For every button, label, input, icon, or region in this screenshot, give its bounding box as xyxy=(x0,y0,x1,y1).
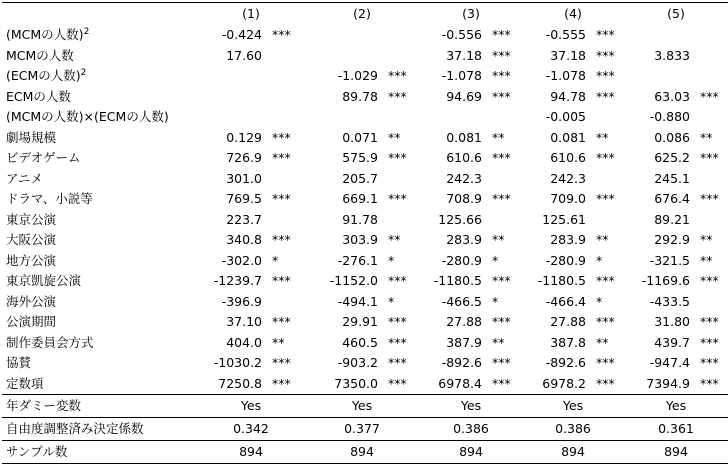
significance-stars: *** xyxy=(700,150,719,165)
variable-label xyxy=(2,353,198,374)
coefficient-value: 769.5 xyxy=(226,191,262,206)
coefficient-value: 303.9 xyxy=(342,232,378,247)
significance-stars: ** xyxy=(700,232,713,247)
significance-stars: * xyxy=(596,252,603,268)
variable-label-text: ドラマ、小説等 xyxy=(6,191,93,206)
coefficient-row xyxy=(2,25,728,46)
coefficient-row xyxy=(2,46,728,67)
significance-stars: ** xyxy=(272,334,285,350)
coefficient-value: -1169.6 xyxy=(641,273,690,288)
significance-stars xyxy=(692,66,728,87)
coefficient-row xyxy=(2,292,728,313)
significance-stars xyxy=(484,169,522,190)
coefficient-value: -433.5 xyxy=(649,293,690,309)
significance-stars: *** xyxy=(596,47,615,63)
significance-stars: ** xyxy=(492,129,505,145)
significance-stars: *** xyxy=(700,273,719,288)
summary-value: Yes xyxy=(198,395,304,418)
coefficient-value: 31.80 xyxy=(654,314,690,329)
summary-label: 自由度調整済み決定係数 xyxy=(2,418,198,441)
significance-stars xyxy=(692,46,728,67)
coefficient-value xyxy=(304,46,380,67)
coefficient-value: -1239.7 xyxy=(213,273,262,288)
coefficient-value: -1152.0 xyxy=(329,273,378,288)
coefficient-value: 610.6 xyxy=(446,150,482,165)
variable-label xyxy=(2,333,198,354)
significance-stars: *** xyxy=(700,88,719,104)
variable-label xyxy=(2,189,198,210)
regression-table-container xyxy=(2,2,719,464)
variable-label xyxy=(2,292,198,313)
coefficient-value: 708.9 xyxy=(446,191,482,206)
significance-stars: ** xyxy=(700,252,713,268)
summary-label: 年ダミー変数 xyxy=(2,395,198,418)
significance-stars: *** xyxy=(596,88,615,104)
significance-stars: *** xyxy=(700,375,719,391)
significance-stars xyxy=(692,292,728,313)
summary-value: Yes xyxy=(420,395,522,418)
coefficient-value: -1180.5 xyxy=(537,273,586,288)
coefficient-value: -892.6 xyxy=(545,355,586,370)
variable-label-text: 劇場規模 xyxy=(6,129,57,145)
coefficient-value: 387.9 xyxy=(446,334,482,350)
coefficient-value: -1.029 xyxy=(337,68,378,83)
coefficient-value xyxy=(420,107,484,128)
significance-stars: *** xyxy=(492,68,511,83)
coefficient-value: 676.4 xyxy=(654,191,690,206)
summary-row xyxy=(2,441,728,464)
significance-stars: *** xyxy=(492,355,511,370)
significance-stars: *** xyxy=(492,47,511,63)
significance-stars xyxy=(380,46,420,67)
regression-results-table xyxy=(2,2,728,464)
coefficient-value: -1180.5 xyxy=(433,273,482,288)
coefficient-value: 242.3 xyxy=(446,170,482,186)
coefficient-value: 0.081 xyxy=(550,129,586,145)
variable-label xyxy=(2,374,198,395)
significance-stars xyxy=(380,169,420,190)
significance-stars: ** xyxy=(700,129,713,145)
significance-stars xyxy=(264,66,304,87)
significance-stars: *** xyxy=(272,314,291,329)
variable-label xyxy=(2,271,198,292)
coefficient-value: -1.078 xyxy=(545,68,586,83)
variable-label xyxy=(2,230,198,251)
coefficient-value: 37.10 xyxy=(226,314,262,329)
coefficient-value: -466.4 xyxy=(545,293,586,309)
significance-stars: *** xyxy=(596,314,615,329)
coefficient-value: 340.8 xyxy=(226,232,262,247)
significance-stars: * xyxy=(492,293,499,309)
coefficient-value: 63.03 xyxy=(654,88,690,104)
significance-stars: *** xyxy=(492,273,511,288)
coefficient-value: -0.555 xyxy=(545,27,586,42)
coefficient-value: 91.78 xyxy=(342,211,378,227)
coefficient-value: -892.6 xyxy=(441,355,482,370)
significance-stars: *** xyxy=(492,150,511,165)
significance-stars xyxy=(588,169,624,190)
variable-label xyxy=(2,128,198,149)
significance-stars xyxy=(264,87,304,108)
significance-stars: *** xyxy=(596,191,615,206)
variable-label-text: 協賛 xyxy=(6,355,32,370)
summary-value: 0.361 xyxy=(624,418,728,441)
significance-stars xyxy=(264,292,304,313)
coefficient-row xyxy=(2,169,728,190)
summary-value: 0.342 xyxy=(198,418,304,441)
coefficient-value: 94.78 xyxy=(550,88,586,104)
coefficient-row xyxy=(2,210,728,231)
coefficient-row xyxy=(2,128,728,149)
coefficient-value: -0.424 xyxy=(221,27,262,42)
coefficient-value: -280.9 xyxy=(441,252,482,268)
significance-stars xyxy=(380,210,420,231)
coefficient-row xyxy=(2,251,728,272)
significance-stars: *** xyxy=(388,334,407,350)
coefficient-row xyxy=(2,87,728,108)
coefficient-value: 27.88 xyxy=(550,314,586,329)
variable-label-text: アニメ xyxy=(6,170,43,186)
coefficient-value xyxy=(198,87,264,108)
coefficient-value: 0.081 xyxy=(446,129,482,145)
variable-label-text: 地方公演 xyxy=(6,252,57,268)
column-header: (2) xyxy=(304,3,420,26)
significance-stars: *** xyxy=(492,27,511,42)
variable-label xyxy=(2,312,198,333)
significance-stars: *** xyxy=(596,355,615,370)
coefficient-value: 709.0 xyxy=(550,191,586,206)
significance-stars: *** xyxy=(492,191,511,206)
coefficient-value: 17.60 xyxy=(226,47,262,63)
coefficient-value: -302.0 xyxy=(221,252,262,268)
summary-value: Yes xyxy=(624,395,728,418)
coefficient-value: -1.078 xyxy=(441,68,482,83)
coefficient-value: 89.78 xyxy=(342,88,378,104)
significance-stars xyxy=(264,169,304,190)
coefficient-value: 6978.2 xyxy=(542,375,586,391)
header-blank-cell xyxy=(2,3,198,26)
variable-label-text: (MCMの人数)×(ECMの人数) xyxy=(6,109,169,124)
variable-label xyxy=(2,46,198,67)
significance-stars: * xyxy=(596,293,603,309)
significance-stars: *** xyxy=(596,375,615,391)
significance-stars: *** xyxy=(272,129,291,145)
variable-label-text: ECMの人数 xyxy=(6,88,71,104)
coefficient-value: -0.556 xyxy=(441,27,482,42)
significance-stars: *** xyxy=(700,314,719,329)
significance-stars: ** xyxy=(492,232,505,247)
variable-label-text: 大阪公演 xyxy=(6,232,57,247)
coefficient-value: 726.9 xyxy=(226,150,262,165)
column-header: (1) xyxy=(198,3,304,26)
significance-stars: *** xyxy=(272,273,291,288)
coefficient-value: -494.1 xyxy=(337,293,378,309)
exponent-superscript: 2 xyxy=(83,27,90,37)
significance-stars: *** xyxy=(596,27,615,42)
column-header: (3) xyxy=(420,3,522,26)
significance-stars: * xyxy=(388,293,395,309)
coefficient-value: -276.1 xyxy=(337,252,378,268)
summary-value: 894 xyxy=(420,441,522,464)
significance-stars xyxy=(692,107,728,128)
significance-stars xyxy=(588,107,624,128)
variable-label xyxy=(2,148,198,169)
summary-row xyxy=(2,418,728,441)
summary-value: Yes xyxy=(522,395,624,418)
variable-label-text: 東京公演 xyxy=(6,211,57,227)
significance-stars xyxy=(692,25,728,46)
summary-value: 894 xyxy=(304,441,420,464)
summary-value: 894 xyxy=(522,441,624,464)
exponent-superscript: 2 xyxy=(80,68,87,78)
coefficient-value: 669.1 xyxy=(342,191,378,206)
coefficient-value: -903.2 xyxy=(337,355,378,370)
summary-value: 894 xyxy=(624,441,728,464)
coefficient-value: 7350.0 xyxy=(334,375,378,391)
significance-stars xyxy=(380,25,420,46)
significance-stars: *** xyxy=(388,88,407,104)
coefficient-value: 94.69 xyxy=(446,88,482,104)
significance-stars: *** xyxy=(272,232,291,247)
variable-label xyxy=(2,210,198,231)
coefficient-value: 125.61 xyxy=(542,211,586,227)
significance-stars xyxy=(692,169,728,190)
coefficient-row xyxy=(2,353,728,374)
summary-value: Yes xyxy=(304,395,420,418)
coefficient-row xyxy=(2,107,728,128)
variable-label-text: ビデオゲーム xyxy=(6,150,81,165)
coefficient-value: 7394.9 xyxy=(646,375,690,391)
coefficient-value: 301.0 xyxy=(226,170,262,186)
coefficient-value: 0.129 xyxy=(226,129,262,145)
coefficient-row xyxy=(2,271,728,292)
variable-label xyxy=(2,25,198,46)
coefficient-value: 387.8 xyxy=(550,334,586,350)
coefficient-value: 125.66 xyxy=(438,211,482,227)
coefficient-value: 245.1 xyxy=(654,170,690,186)
variable-label-text: 東京凱旋公演 xyxy=(6,273,82,288)
summary-row xyxy=(2,395,728,418)
coefficient-value xyxy=(304,25,380,46)
variable-label-text: 制作委員会方式 xyxy=(6,334,94,350)
coefficient-value: 89.21 xyxy=(654,211,690,227)
significance-stars: ** xyxy=(388,232,401,247)
coefficient-value: 6978.4 xyxy=(438,375,482,391)
coefficient-value: 0.086 xyxy=(654,129,690,145)
coefficient-value: -396.9 xyxy=(221,293,262,309)
coefficient-value: 223.7 xyxy=(226,211,262,227)
significance-stars: ** xyxy=(492,334,505,350)
coefficient-row xyxy=(2,374,728,395)
variable-label xyxy=(2,87,198,108)
column-header: (5) xyxy=(624,3,728,26)
coefficient-value: 283.9 xyxy=(550,232,586,247)
significance-stars: ** xyxy=(596,232,609,247)
significance-stars: *** xyxy=(700,355,719,370)
coefficient-value xyxy=(624,66,692,87)
coefficient-value: 0.071 xyxy=(342,129,378,145)
coefficient-value: 3.833 xyxy=(654,47,690,63)
variable-label-text: (MCMの人数) xyxy=(6,27,84,42)
significance-stars: *** xyxy=(388,375,407,391)
summary-label: サンプル数 xyxy=(2,441,198,464)
coefficient-value: 27.88 xyxy=(446,314,482,329)
coefficient-value: 460.5 xyxy=(342,334,378,350)
coefficient-value: 292.9 xyxy=(654,232,690,247)
significance-stars xyxy=(380,107,420,128)
significance-stars: *** xyxy=(596,273,615,288)
coefficient-value xyxy=(198,107,264,128)
summary-value: 0.377 xyxy=(304,418,420,441)
significance-stars: *** xyxy=(272,191,291,206)
summary-value: 0.386 xyxy=(420,418,522,441)
significance-stars xyxy=(264,210,304,231)
column-header: (4) xyxy=(522,3,624,26)
significance-stars: *** xyxy=(272,355,291,370)
coefficient-value: -1030.2 xyxy=(213,355,262,370)
coefficient-value: -0.005 xyxy=(545,109,586,124)
coefficient-value: -466.5 xyxy=(441,293,482,309)
summary-value: 0.386 xyxy=(522,418,624,441)
coefficient-value xyxy=(198,66,264,87)
significance-stars: *** xyxy=(272,150,291,165)
significance-stars: * xyxy=(492,252,499,268)
significance-stars: *** xyxy=(596,150,615,165)
variable-label xyxy=(2,169,198,190)
significance-stars: ** xyxy=(388,129,401,145)
table-body xyxy=(2,3,728,464)
variable-label-text: 海外公演 xyxy=(6,293,57,309)
coefficient-value: 575.9 xyxy=(342,150,378,165)
variable-label-text: 定数項 xyxy=(6,375,44,391)
coefficient-value: 439.7 xyxy=(654,334,690,350)
coefficient-value: 625.2 xyxy=(654,150,690,165)
coefficient-value: -0.880 xyxy=(649,109,690,124)
significance-stars: ** xyxy=(596,334,609,350)
coefficient-row xyxy=(2,66,728,87)
significance-stars xyxy=(484,210,522,231)
coefficient-value: -321.5 xyxy=(649,252,690,268)
significance-stars xyxy=(264,46,304,67)
coefficient-value: 610.6 xyxy=(550,150,586,165)
significance-stars xyxy=(484,107,522,128)
coefficient-value xyxy=(624,25,692,46)
variable-label xyxy=(2,251,198,272)
coefficient-value: 37.18 xyxy=(446,47,482,63)
significance-stars xyxy=(264,107,304,128)
significance-stars: *** xyxy=(700,191,719,206)
significance-stars: *** xyxy=(388,273,407,288)
coefficient-value: -947.4 xyxy=(649,355,690,370)
significance-stars: *** xyxy=(388,191,407,206)
coefficient-row xyxy=(2,148,728,169)
significance-stars: *** xyxy=(388,150,407,165)
coefficient-value: 404.0 xyxy=(226,334,262,350)
header-row xyxy=(2,3,728,26)
variable-label-text: (ECMの人数) xyxy=(6,68,81,83)
significance-stars: *** xyxy=(492,88,511,104)
significance-stars: *** xyxy=(700,334,719,350)
coefficient-value: 205.7 xyxy=(342,170,378,186)
coefficient-value: -280.9 xyxy=(545,252,586,268)
variable-label-text: 公演期間 xyxy=(6,314,57,329)
coefficient-value: 242.3 xyxy=(550,170,586,186)
significance-stars: *** xyxy=(272,27,291,42)
coefficient-value xyxy=(304,107,380,128)
significance-stars: ** xyxy=(596,129,609,145)
significance-stars: * xyxy=(388,252,395,268)
coefficient-row xyxy=(2,312,728,333)
significance-stars xyxy=(588,210,624,231)
significance-stars: *** xyxy=(388,68,407,83)
significance-stars: *** xyxy=(492,314,511,329)
significance-stars: * xyxy=(272,252,279,268)
coefficient-value: 283.9 xyxy=(446,232,482,247)
significance-stars: *** xyxy=(596,68,615,83)
significance-stars xyxy=(692,210,728,231)
significance-stars: *** xyxy=(492,375,511,391)
coefficient-value: 37.18 xyxy=(550,47,586,63)
coefficient-row xyxy=(2,189,728,210)
variable-label-text: MCMの人数 xyxy=(6,47,74,63)
summary-value: 894 xyxy=(198,441,304,464)
coefficient-row xyxy=(2,230,728,251)
coefficient-row xyxy=(2,333,728,354)
significance-stars: *** xyxy=(388,314,407,329)
variable-label xyxy=(2,107,198,128)
coefficient-value: 29.91 xyxy=(342,314,378,329)
coefficient-value: 7250.8 xyxy=(218,375,262,391)
significance-stars: *** xyxy=(272,375,291,391)
significance-stars: *** xyxy=(388,355,407,370)
variable-label xyxy=(2,66,198,87)
